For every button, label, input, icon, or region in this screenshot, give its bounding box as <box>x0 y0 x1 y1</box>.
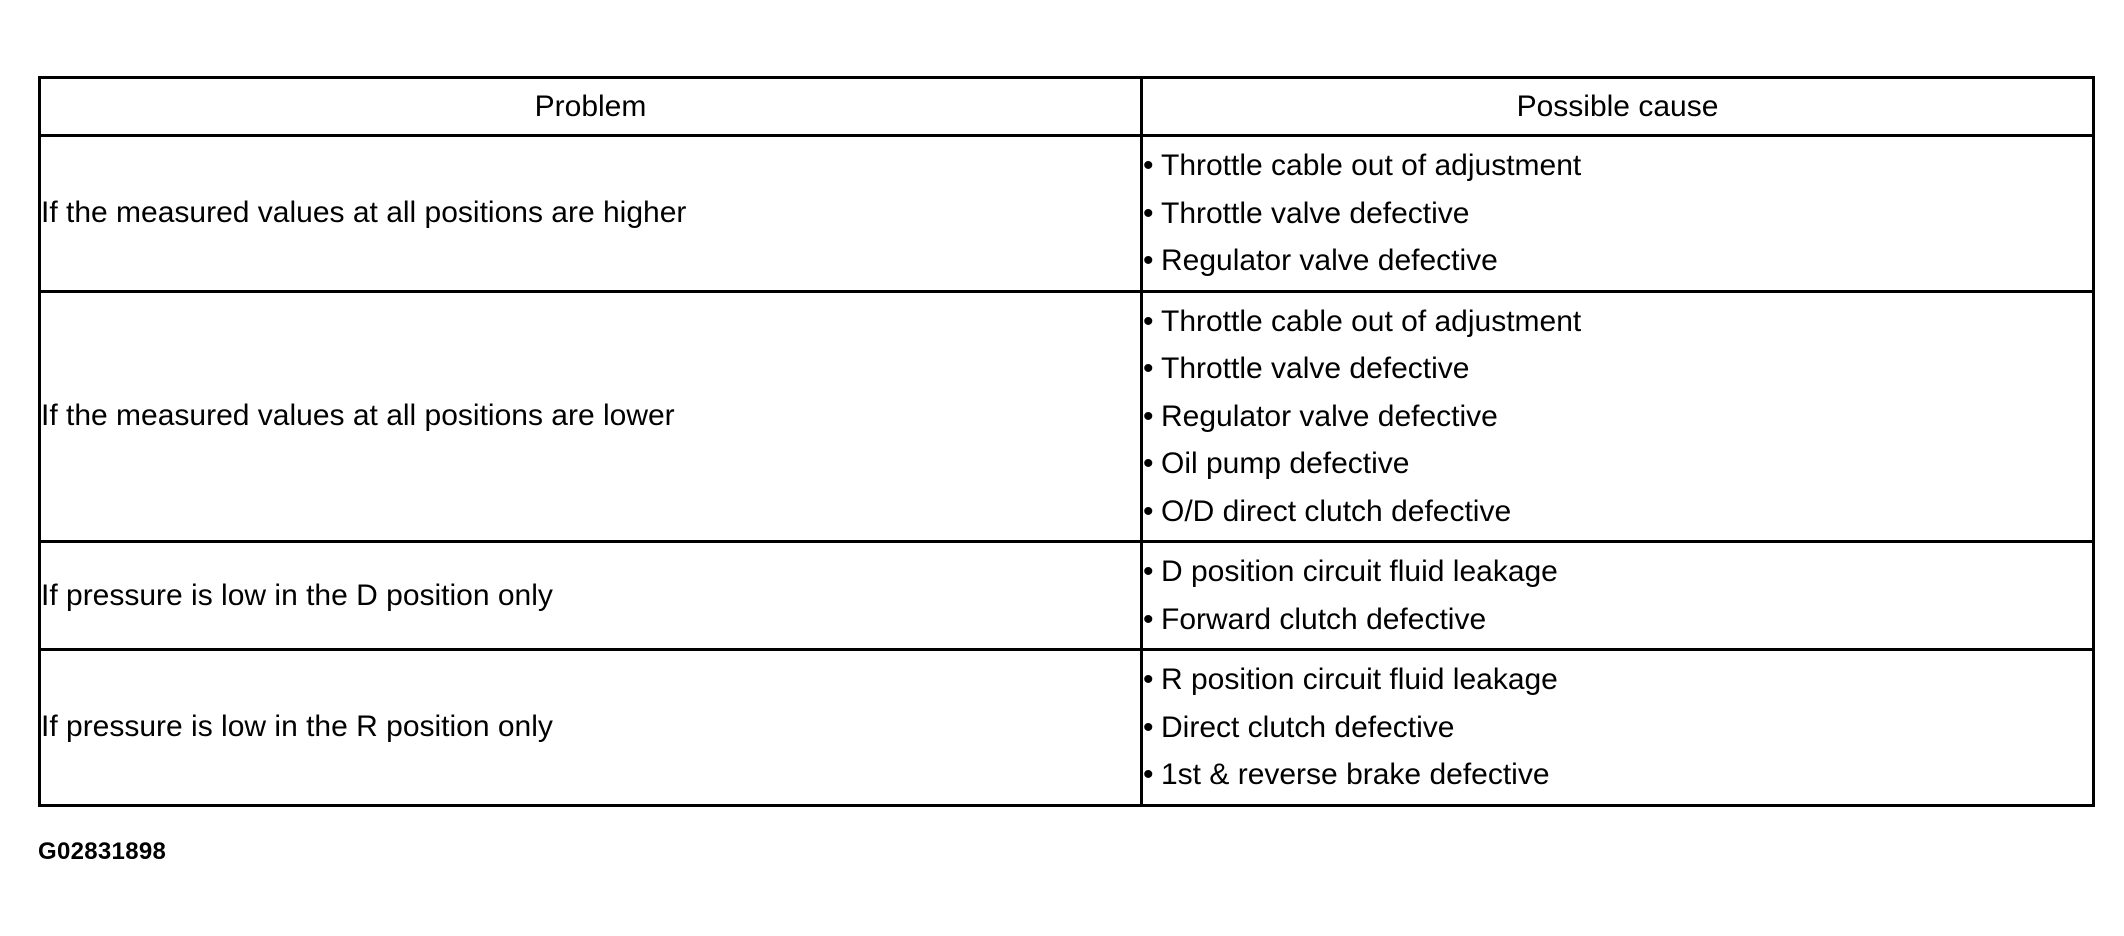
cause-item <box>1143 298 2092 346</box>
cause-item <box>1143 237 2092 285</box>
cause-item <box>1143 751 2092 799</box>
bullet-icon: • <box>1143 352 1154 385</box>
cause-item <box>1143 345 2092 393</box>
cause-text: Forward clutch defective <box>1161 602 1487 636</box>
bullet-icon: • <box>1143 244 1154 277</box>
bullet-icon: • <box>1143 710 1154 744</box>
possible-cause-cell <box>1142 650 2094 806</box>
cause-item <box>1143 142 2092 190</box>
cause-text: Throttle cable out of adjustment <box>1161 149 1582 182</box>
cause-text: Throttle valve defective <box>1161 196 1470 230</box>
bullet-icon: • <box>1143 196 1154 230</box>
cause-list <box>1143 293 2092 541</box>
table-header-row <box>40 78 2094 136</box>
bullet-icon: • <box>1143 602 1154 636</box>
problem-cell: If the measured values at all positions are higher <box>40 136 1142 292</box>
bullet-icon: • <box>1143 494 1154 528</box>
figure-id: G02831898 <box>38 838 167 865</box>
cause-list <box>1143 543 2092 648</box>
problem-cell: If the measured values at all positions are lower <box>40 291 1142 542</box>
table-row <box>40 650 2094 806</box>
bullet-icon: • <box>1143 149 1154 182</box>
bullet-icon: • <box>1143 447 1154 480</box>
cause-item <box>1143 190 2092 238</box>
cause-text: Oil pump defective <box>1161 447 1410 480</box>
cause-text: D position circuit fluid leakage <box>1161 555 1558 588</box>
cause-text: Throttle cable out of adjustment <box>1161 304 1582 338</box>
bullet-icon: • <box>1143 304 1154 338</box>
possible-cause-cell <box>1142 136 2094 292</box>
bullet-icon: • <box>1143 758 1154 791</box>
cause-text: Regulator valve defective <box>1161 244 1498 277</box>
cause-text: Throttle valve defective <box>1161 352 1470 385</box>
cause-item <box>1143 440 2092 488</box>
cause-text: 1st & reverse brake defective <box>1161 758 1550 791</box>
problem-cell: If pressure is low in the D position only <box>40 542 1142 650</box>
cause-item <box>1143 656 2092 704</box>
header-possible-cause: Possible cause <box>1142 78 2094 136</box>
header-problem: Problem <box>40 78 1142 136</box>
cause-text: O/D direct clutch defective <box>1161 494 1512 528</box>
bullet-icon: • <box>1143 399 1154 433</box>
table-row <box>40 291 2094 542</box>
cause-text: Direct clutch defective <box>1161 710 1455 744</box>
cause-item <box>1143 596 2092 644</box>
cause-item <box>1143 548 2092 596</box>
cause-text: R position circuit fluid leakage <box>1161 663 1558 696</box>
table-row <box>40 542 2094 650</box>
table-body <box>40 136 2094 806</box>
cause-item <box>1143 704 2092 752</box>
bullet-icon: • <box>1143 663 1154 696</box>
cause-item <box>1143 393 2092 441</box>
cause-list <box>1143 137 2092 290</box>
cause-text: Regulator valve defective <box>1161 399 1498 433</box>
problem-cell: If pressure is low in the R position only <box>40 650 1142 806</box>
cause-item <box>1143 488 2092 536</box>
cause-list <box>1143 651 2092 804</box>
possible-cause-cell <box>1142 291 2094 542</box>
possible-cause-cell <box>1142 542 2094 650</box>
table-row <box>40 136 2094 292</box>
bullet-icon: • <box>1143 555 1154 588</box>
diagnosis-table <box>38 76 2095 807</box>
